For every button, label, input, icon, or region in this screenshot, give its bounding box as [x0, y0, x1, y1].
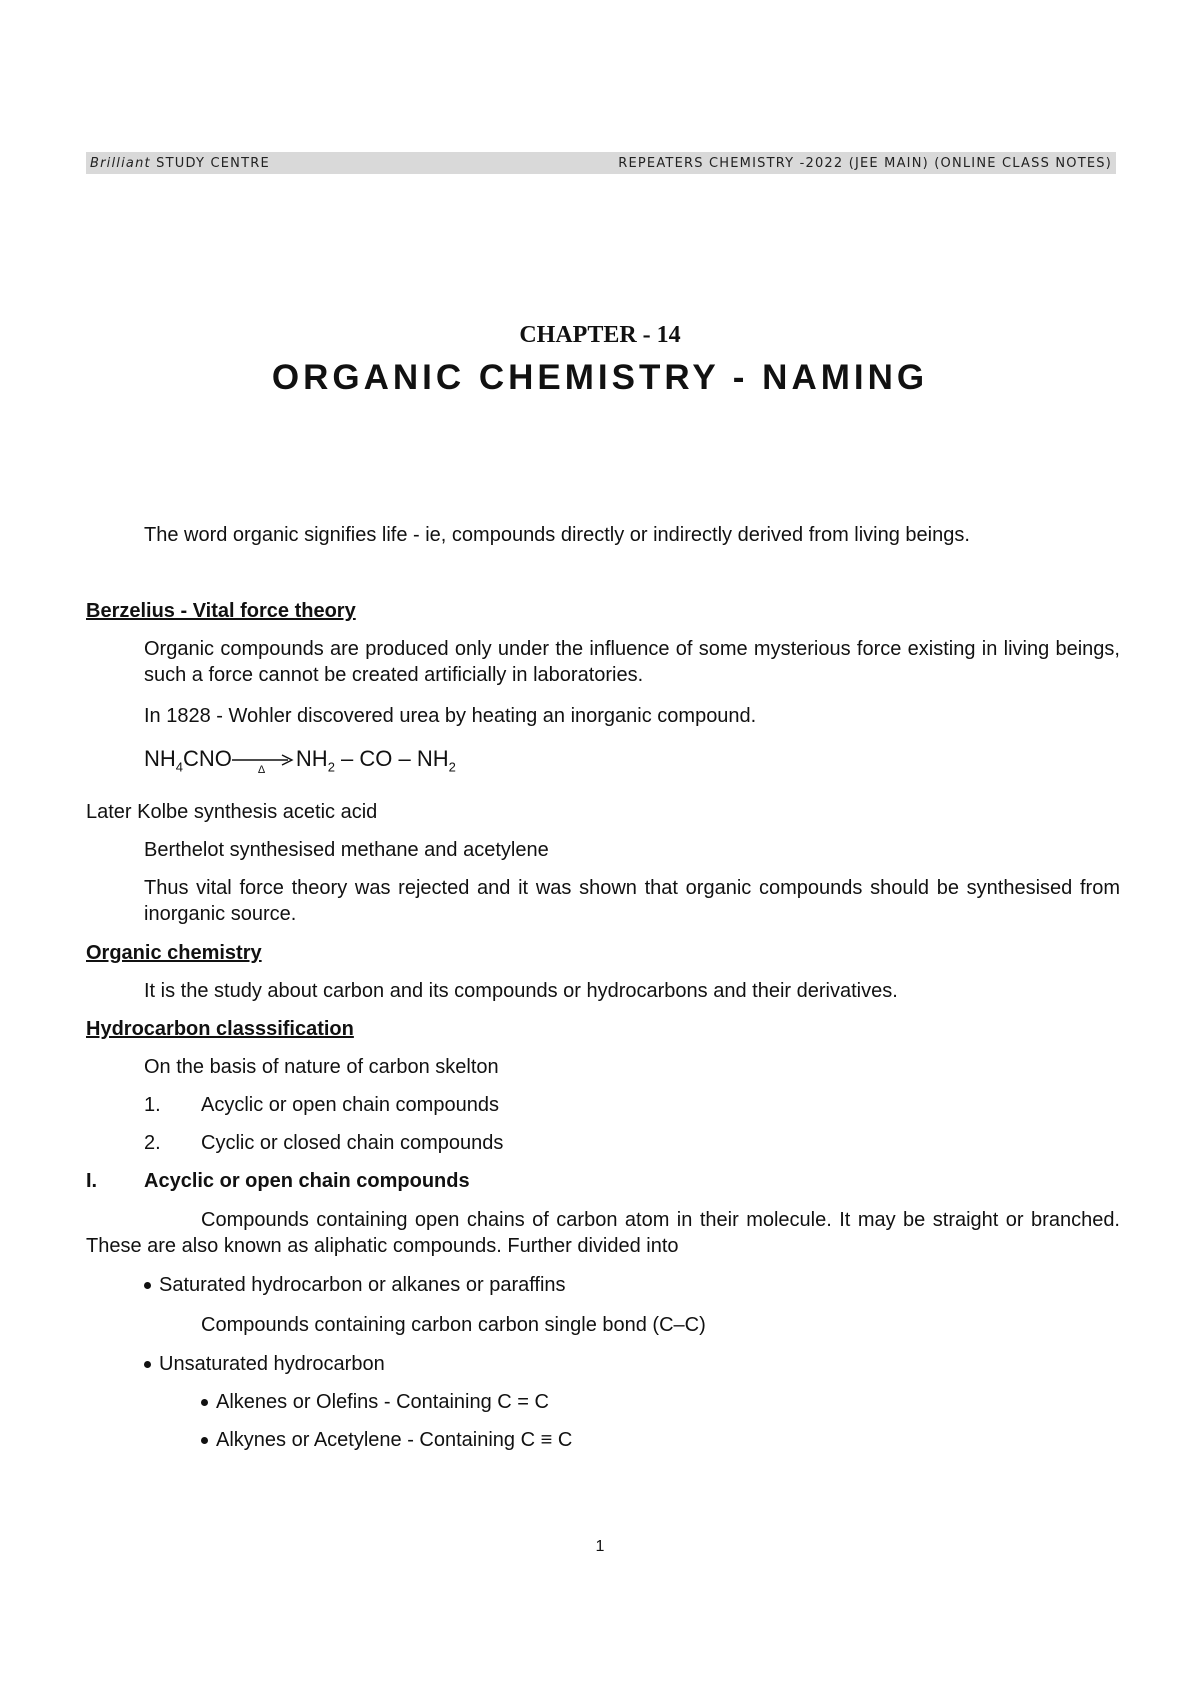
- acyclic-heading: Acyclic or open chain compounds: [144, 1170, 470, 1192]
- bullet-icon: [144, 1282, 151, 1289]
- organic-definition: It is the study about carbon and its compounds or hydrocarbons and their derivatives.: [144, 980, 898, 1002]
- list-item-number: 1.: [144, 1094, 161, 1116]
- saturated-label: Saturated hydrocarbon or alkanes or paraffins: [159, 1274, 566, 1296]
- bullet-unsaturated: [144, 1351, 385, 1377]
- list-item-number: 2.: [144, 1132, 161, 1154]
- running-header: [86, 152, 1116, 174]
- product-subscript-a: 2: [327, 759, 335, 775]
- hydrocarbon-heading: Hydrocarbon classsification: [86, 1018, 354, 1040]
- course-title: REPEATERS CHEMISTRY -2022 (JEE MAIN) (ONLINE CLASS NOTES): [618, 155, 1112, 171]
- bullet-alkenes: [201, 1389, 549, 1415]
- intro-paragraph: The word organic signifies life - ie, compounds directly or indirectly derived from living beings.: [144, 524, 970, 546]
- berthelot-line: Berthelot synthesised methane and acetylene: [144, 839, 549, 861]
- urea-equation: [144, 746, 456, 774]
- bullet-icon: [201, 1437, 208, 1444]
- berzelius-heading: Berzelius - Vital force theory: [86, 600, 356, 622]
- kolbe-line: Later Kolbe synthesis acetic acid: [86, 801, 378, 823]
- saturated-description: Compounds containing carbon carbon single bond (C–C): [201, 1314, 706, 1336]
- product-subscript-b: 2: [448, 759, 456, 775]
- page-title: ORGANIC CHEMISTRY - NAMING: [271, 358, 929, 397]
- bullet-alkynes: [201, 1427, 572, 1453]
- alkenes-label: Alkenes or Olefins - Containing C = C: [216, 1391, 549, 1413]
- wohler-paragraph: In 1828 - Wohler discovered urea by heating an inorganic compound.: [144, 705, 757, 727]
- chapter-label: CHAPTER - 14: [519, 322, 681, 348]
- product-nh: NH: [295, 746, 328, 771]
- berzelius-paragraph: Organic compounds are produced only under the influence of some mysterious force existing in living beings, such a force cannot be created artificially in laboratories.: [144, 638, 1120, 686]
- alkynes-label: Alkynes or Acetylene - Containing C ≡ C: [216, 1429, 573, 1451]
- brand: [90, 156, 270, 171]
- list-item: Cyclic or closed chain compounds: [201, 1132, 504, 1154]
- organic-heading: Organic chemistry: [86, 942, 262, 964]
- bullet-icon: [144, 1361, 151, 1368]
- reactant-subscript: 4: [175, 759, 184, 775]
- hydrocarbon-basis: On the basis of nature of carbon skelton: [144, 1056, 499, 1078]
- thus-paragraph: Thus vital force theory was rejected and it was shown that organic compounds should be synthesised from inorganic source.: [144, 877, 1120, 925]
- brand-rest: STUDY CENTRE: [156, 155, 270, 171]
- page-number: 1: [595, 1538, 605, 1555]
- product-co-nh: – CO – NH: [334, 746, 449, 771]
- unsaturated-label: Unsaturated hydrocarbon: [159, 1353, 385, 1375]
- brand-italic: Brilliant: [90, 155, 151, 171]
- reactant-cno: CNO: [183, 746, 232, 771]
- acyclic-number: I.: [86, 1170, 98, 1192]
- list-item: Acyclic or open chain compounds: [201, 1094, 499, 1116]
- bullet-saturated: [144, 1272, 566, 1298]
- acyclic-paragraph: Compounds containing open chains of carbon atom in their molecule. It may be straight or branched. These are also known as aliphatic compounds. Further divided into: [86, 1209, 1120, 1257]
- heat-condition: Δ: [257, 764, 266, 776]
- reactant-nh: NH: [144, 746, 176, 771]
- bullet-icon: [201, 1399, 208, 1406]
- reaction-arrow: [232, 746, 296, 776]
